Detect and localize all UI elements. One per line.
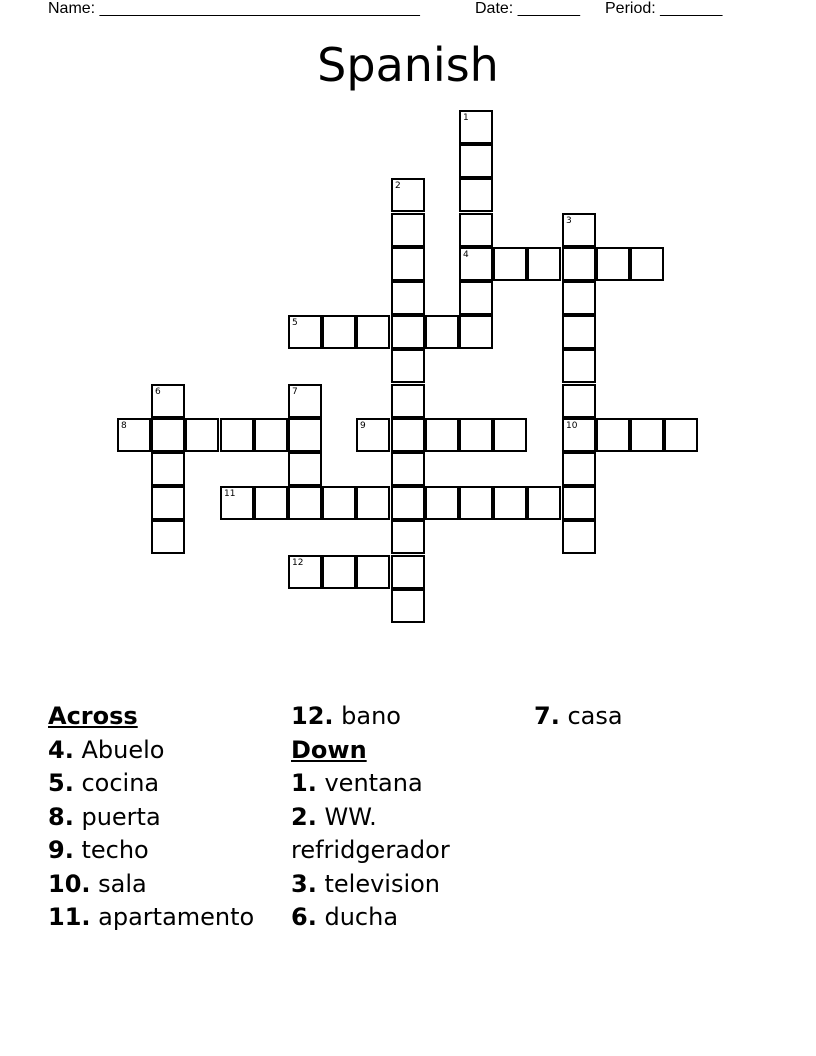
grid-cell[interactable] <box>220 486 254 520</box>
grid-cell[interactable] <box>391 555 425 589</box>
grid-cell[interactable] <box>288 555 322 589</box>
clue-text: bano <box>341 702 401 730</box>
down-clue <box>291 868 491 902</box>
across-clue <box>48 868 288 902</box>
grid-cell[interactable] <box>527 486 561 520</box>
grid-cell[interactable] <box>391 281 425 315</box>
grid-cell[interactable] <box>391 520 425 554</box>
clue-text: techo <box>81 836 149 864</box>
across-clue <box>291 700 491 734</box>
grid-cell[interactable] <box>391 418 425 452</box>
grid-cell[interactable] <box>493 418 527 452</box>
clue-num: 3. <box>291 869 317 898</box>
across-heading: Across <box>48 702 138 730</box>
clue-number: 11 <box>224 489 236 499</box>
grid-cell[interactable] <box>356 418 390 452</box>
clue-num: 9. <box>48 836 74 864</box>
clue-number: 4 <box>463 250 469 260</box>
across-clue-list-continued <box>291 700 491 734</box>
grid-cell[interactable] <box>459 178 493 212</box>
grid-cell[interactable] <box>391 178 425 212</box>
grid-cell[interactable] <box>596 247 630 281</box>
clue-num: 12. <box>291 702 334 730</box>
grid-cell[interactable] <box>562 213 596 247</box>
clue-num: 8. <box>48 802 74 831</box>
clue-text: television <box>324 869 441 898</box>
grid-cell[interactable] <box>596 418 630 452</box>
across-clue <box>48 767 288 801</box>
grid-cell[interactable] <box>151 418 185 452</box>
clue-num: 5. <box>48 769 74 797</box>
grid-cell[interactable] <box>391 486 425 520</box>
grid-cell[interactable] <box>459 418 493 452</box>
name-field[interactable]: Name: ____________________________________ <box>48 0 420 17</box>
down-clue <box>534 700 734 734</box>
grid-cell[interactable] <box>459 315 493 349</box>
grid-cell[interactable] <box>356 315 390 349</box>
grid-cell[interactable] <box>630 247 664 281</box>
clue-number: 7 <box>292 387 298 397</box>
clue-text: Abuelo <box>81 735 165 764</box>
grid-cell[interactable] <box>288 452 322 486</box>
clue-num: 7. <box>534 702 560 730</box>
grid-cell[interactable] <box>493 486 527 520</box>
clue-text: WW. refridgerador <box>291 802 450 864</box>
clue-text: puerta <box>81 802 161 831</box>
grid-cell[interactable] <box>288 486 322 520</box>
grid-cell[interactable] <box>459 144 493 178</box>
grid-cell[interactable] <box>151 452 185 486</box>
page-title: Spanish <box>317 38 499 92</box>
clues-column-3 <box>534 700 734 734</box>
clue-number: 2 <box>395 181 401 191</box>
clue-num: 6. <box>291 903 317 931</box>
clue-num: 1. <box>291 769 317 797</box>
across-clue <box>48 834 288 868</box>
down-clue-list-continued <box>534 700 734 734</box>
grid-cell[interactable] <box>391 213 425 247</box>
grid-cell[interactable] <box>391 452 425 486</box>
clue-number: 12 <box>292 558 304 568</box>
grid-cell[interactable] <box>562 384 596 418</box>
grid-cell[interactable] <box>151 384 185 418</box>
clue-text: casa <box>567 702 623 730</box>
grid-cell[interactable] <box>459 486 493 520</box>
grid-cell[interactable] <box>356 486 390 520</box>
clue-text: ventana <box>324 769 423 797</box>
grid-cell[interactable] <box>562 452 596 486</box>
grid-cell[interactable] <box>254 418 288 452</box>
grid-cell[interactable] <box>322 486 356 520</box>
grid-cell[interactable] <box>322 315 356 349</box>
across-clue <box>48 734 288 768</box>
grid-cell[interactable] <box>562 520 596 554</box>
grid-cell[interactable] <box>562 418 596 452</box>
clue-number: 10 <box>566 421 578 431</box>
date-field[interactable]: Date: _______ <box>475 0 580 17</box>
grid-cell[interactable] <box>493 247 527 281</box>
grid-cell[interactable] <box>664 418 698 452</box>
clues-column-2 <box>291 700 491 935</box>
grid-cell[interactable] <box>220 418 254 452</box>
clue-number: 5 <box>292 318 298 328</box>
clue-num: 11. <box>48 903 91 931</box>
clue-number: 1 <box>463 113 469 123</box>
period-field[interactable]: Period: _______ <box>605 0 723 17</box>
grid-cell[interactable] <box>288 384 322 418</box>
clue-num: 10. <box>48 869 91 898</box>
grid-cell[interactable] <box>185 418 219 452</box>
grid-cell[interactable] <box>117 418 151 452</box>
clue-number: 9 <box>360 421 366 431</box>
down-clue <box>291 767 491 801</box>
grid-cell[interactable] <box>527 247 561 281</box>
grid-cell[interactable] <box>151 520 185 554</box>
clue-number: 3 <box>566 216 572 226</box>
grid-cell[interactable] <box>562 315 596 349</box>
grid-cell[interactable] <box>459 247 493 281</box>
clue-num: 2. <box>291 802 317 831</box>
clue-text: apartamento <box>98 903 255 931</box>
grid-cell[interactable] <box>562 349 596 383</box>
clue-number: 6 <box>155 387 161 397</box>
grid-cell[interactable] <box>459 213 493 247</box>
grid-cell[interactable] <box>322 555 356 589</box>
grid-cell[interactable] <box>356 555 390 589</box>
grid-cell[interactable] <box>288 315 322 349</box>
down-clue <box>291 901 491 935</box>
grid-cell[interactable] <box>425 418 459 452</box>
grid-cell[interactable] <box>391 384 425 418</box>
grid-cell[interactable] <box>391 247 425 281</box>
grid-cell[interactable] <box>254 486 288 520</box>
grid-cell[interactable] <box>151 486 185 520</box>
across-clue <box>48 801 288 835</box>
down-heading: Down <box>291 735 367 764</box>
grid-cell[interactable] <box>459 110 493 144</box>
grid-cell[interactable] <box>425 315 459 349</box>
grid-cell[interactable] <box>459 281 493 315</box>
grid-cell[interactable] <box>562 247 596 281</box>
grid-cell[interactable] <box>562 281 596 315</box>
grid-cell[interactable] <box>630 418 664 452</box>
grid-cell[interactable] <box>391 589 425 623</box>
grid-cell[interactable] <box>391 349 425 383</box>
grid-cell[interactable] <box>288 418 322 452</box>
grid-cell[interactable] <box>391 315 425 349</box>
clue-text: cocina <box>81 769 160 797</box>
clue-num: 4. <box>48 735 74 764</box>
down-clue <box>291 801 491 868</box>
clue-number: 8 <box>121 421 127 431</box>
grid-cell[interactable] <box>562 486 596 520</box>
across-clue-list <box>48 734 288 935</box>
down-clue-list <box>291 767 491 935</box>
clues-column-1 <box>48 700 288 935</box>
clue-text: ducha <box>324 903 399 931</box>
grid-cell[interactable] <box>425 486 459 520</box>
clue-text: sala <box>98 869 147 898</box>
across-clue <box>48 901 288 935</box>
